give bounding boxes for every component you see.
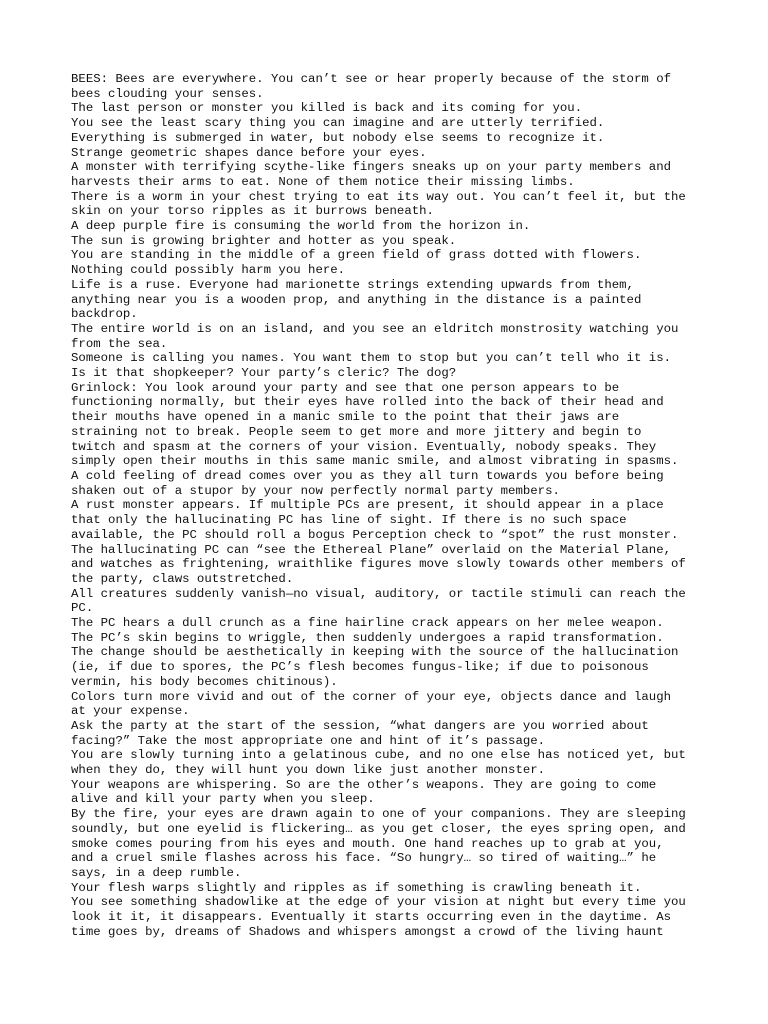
entry-calling-names: Someone is calling you names. You want them to stop but you can’t tell who it is. Is it that shopkeeper? Your party’s cleric? The dog? bbox=[71, 351, 672, 381]
entry-by-the-fire: By the fire, your eyes are drawn again to one of your companions. They are sleeping soundly, but one eyelid is flickering… as you get closer, the eyes spring open, and smoke comes pouring from his eyes and mouth. One hand reaches up to grab at you, and a cruel smile flashes across his face. “So hungry… so tired of waiting…” he says, in a deep rumble. bbox=[71, 807, 686, 880]
entry-sun: The sun is growing brighter and hotter as you speak. bbox=[71, 233, 457, 248]
entry-submerged: Everything is submerged in water, but nobody else seems to recognize it. bbox=[71, 130, 605, 145]
entry-gelatinous-cube: You are slowly turning into a gelatinous cube, and no one else has noticed yet, but when they do, they will hunt you down like just another monster. bbox=[71, 748, 686, 778]
entry-flesh-warps: Your flesh warps slightly and ripples as if something is crawling beneath it. bbox=[71, 880, 642, 895]
entry-last-killed: The last person or monster you killed is back and its coming for you. bbox=[71, 101, 583, 116]
entry-life-ruse: Life is a ruse. Everyone had marionette strings extending upwards from them, anything near you is a wooden prop, and anything in the distance is a painted backdrop. bbox=[71, 277, 642, 322]
entry-island: The entire world is on an island, and you see an eldritch monstrosity watching you from the sea. bbox=[71, 321, 679, 351]
entry-weapon-crack: The PC hears a dull crunch as a fine hairline crack appears on her melee weapon. bbox=[71, 616, 664, 631]
entry-purple-fire: A deep purple fire is consuming the world from the horizon in. bbox=[71, 219, 531, 234]
entry-vivid-colors: Colors turn more vivid and out of the corner of your eye, objects dance and laugh at your expense. bbox=[71, 689, 672, 719]
entry-skin-transformation: The PC’s skin begins to wriggle, then suddenly undergoes a rapid transformation. The change should be aesthetically in keeping with the source of the hallucination (ie, if due to spores, the PC’s flesh becomes fungus-like; if due to poisonous vermin, his body becomes chitinous). bbox=[71, 630, 679, 689]
entry-green-field: You are standing in the middle of a green field of grass dotted with flowers. Nothing could possibly harm you here. bbox=[71, 248, 642, 278]
entry-rust-monster: A rust monster appears. If multiple PCs are present, it should appear in a place that only the hallucinating PC has line of sight. If there is no such space available, the PC should roll a bogus Perception check to “spot” the rust monster. bbox=[71, 498, 679, 542]
entry-scythe-monster: A monster with terrifying scythe-like fingers sneaks up on your party members and harvests their arms to eat. None of them notice their missing limbs. bbox=[71, 160, 672, 189]
entry-creatures-vanish: All creatures suddenly vanish—no visual, auditory, or tactile stimuli can reach the PC. bbox=[71, 586, 686, 616]
entry-grinlock: Grinlock: You look around your party and see that one person appears to be functioning normally, but their eyes have rolled into the back of their head and their mouths have opened in a manic smile to the point that their jaws are straining not to break. People seem to get more and more jittery and begin to twitch and spasm at the corners of your vision. Eventually, nobody speaks. They simply open their mouths in this same manic smile, and almost vibrating in spasms. A cold feeling of dread comes over you as they all turn towards you before being shaken out of a stupor by your now perfectly normal party members. bbox=[71, 380, 679, 498]
hallucination-list bbox=[71, 72, 703, 939]
entry-chest-worm: There is a worm in your chest trying to eat its way out. You can’t feel it, but the skin on your torso ripples as it burrows beneath. bbox=[71, 189, 686, 219]
entry-least-scary: You see the least scary thing you can imagine and are utterly terrified. bbox=[71, 116, 605, 131]
entry-shadowlike: You see something shadowlike at the edge of your vision at night but every time you look it it, it disappears. Eventually it starts occurring even in the daytime. As time goes by, dreams of Shadows and whispers amongst a crowd of the living haunt bbox=[71, 895, 686, 939]
entry-ethereal-plane: The hallucinating PC can “see the Ethereal Plane” overlaid on the Material Plane, and watches as frightening, wraithlike figures move slowly towards other members of the party, claws outstretched. bbox=[71, 542, 686, 586]
entry-geometric-shapes: Strange geometric shapes dance before your eyes. bbox=[71, 145, 427, 160]
entry-ask-party: Ask the party at the start of the session, “what dangers are you worried about facing?” Take the most appropriate one and hint of it’s passage. bbox=[71, 718, 649, 748]
entry-bees: BEES: Bees are everywhere. You can’t see or hear properly because of the storm of bees clouding your senses. bbox=[71, 72, 672, 101]
entry-whispering-weapons: Your weapons are whispering. So are the other’s weapons. They are going to come alive and kill your party when you sleep. bbox=[71, 777, 657, 807]
